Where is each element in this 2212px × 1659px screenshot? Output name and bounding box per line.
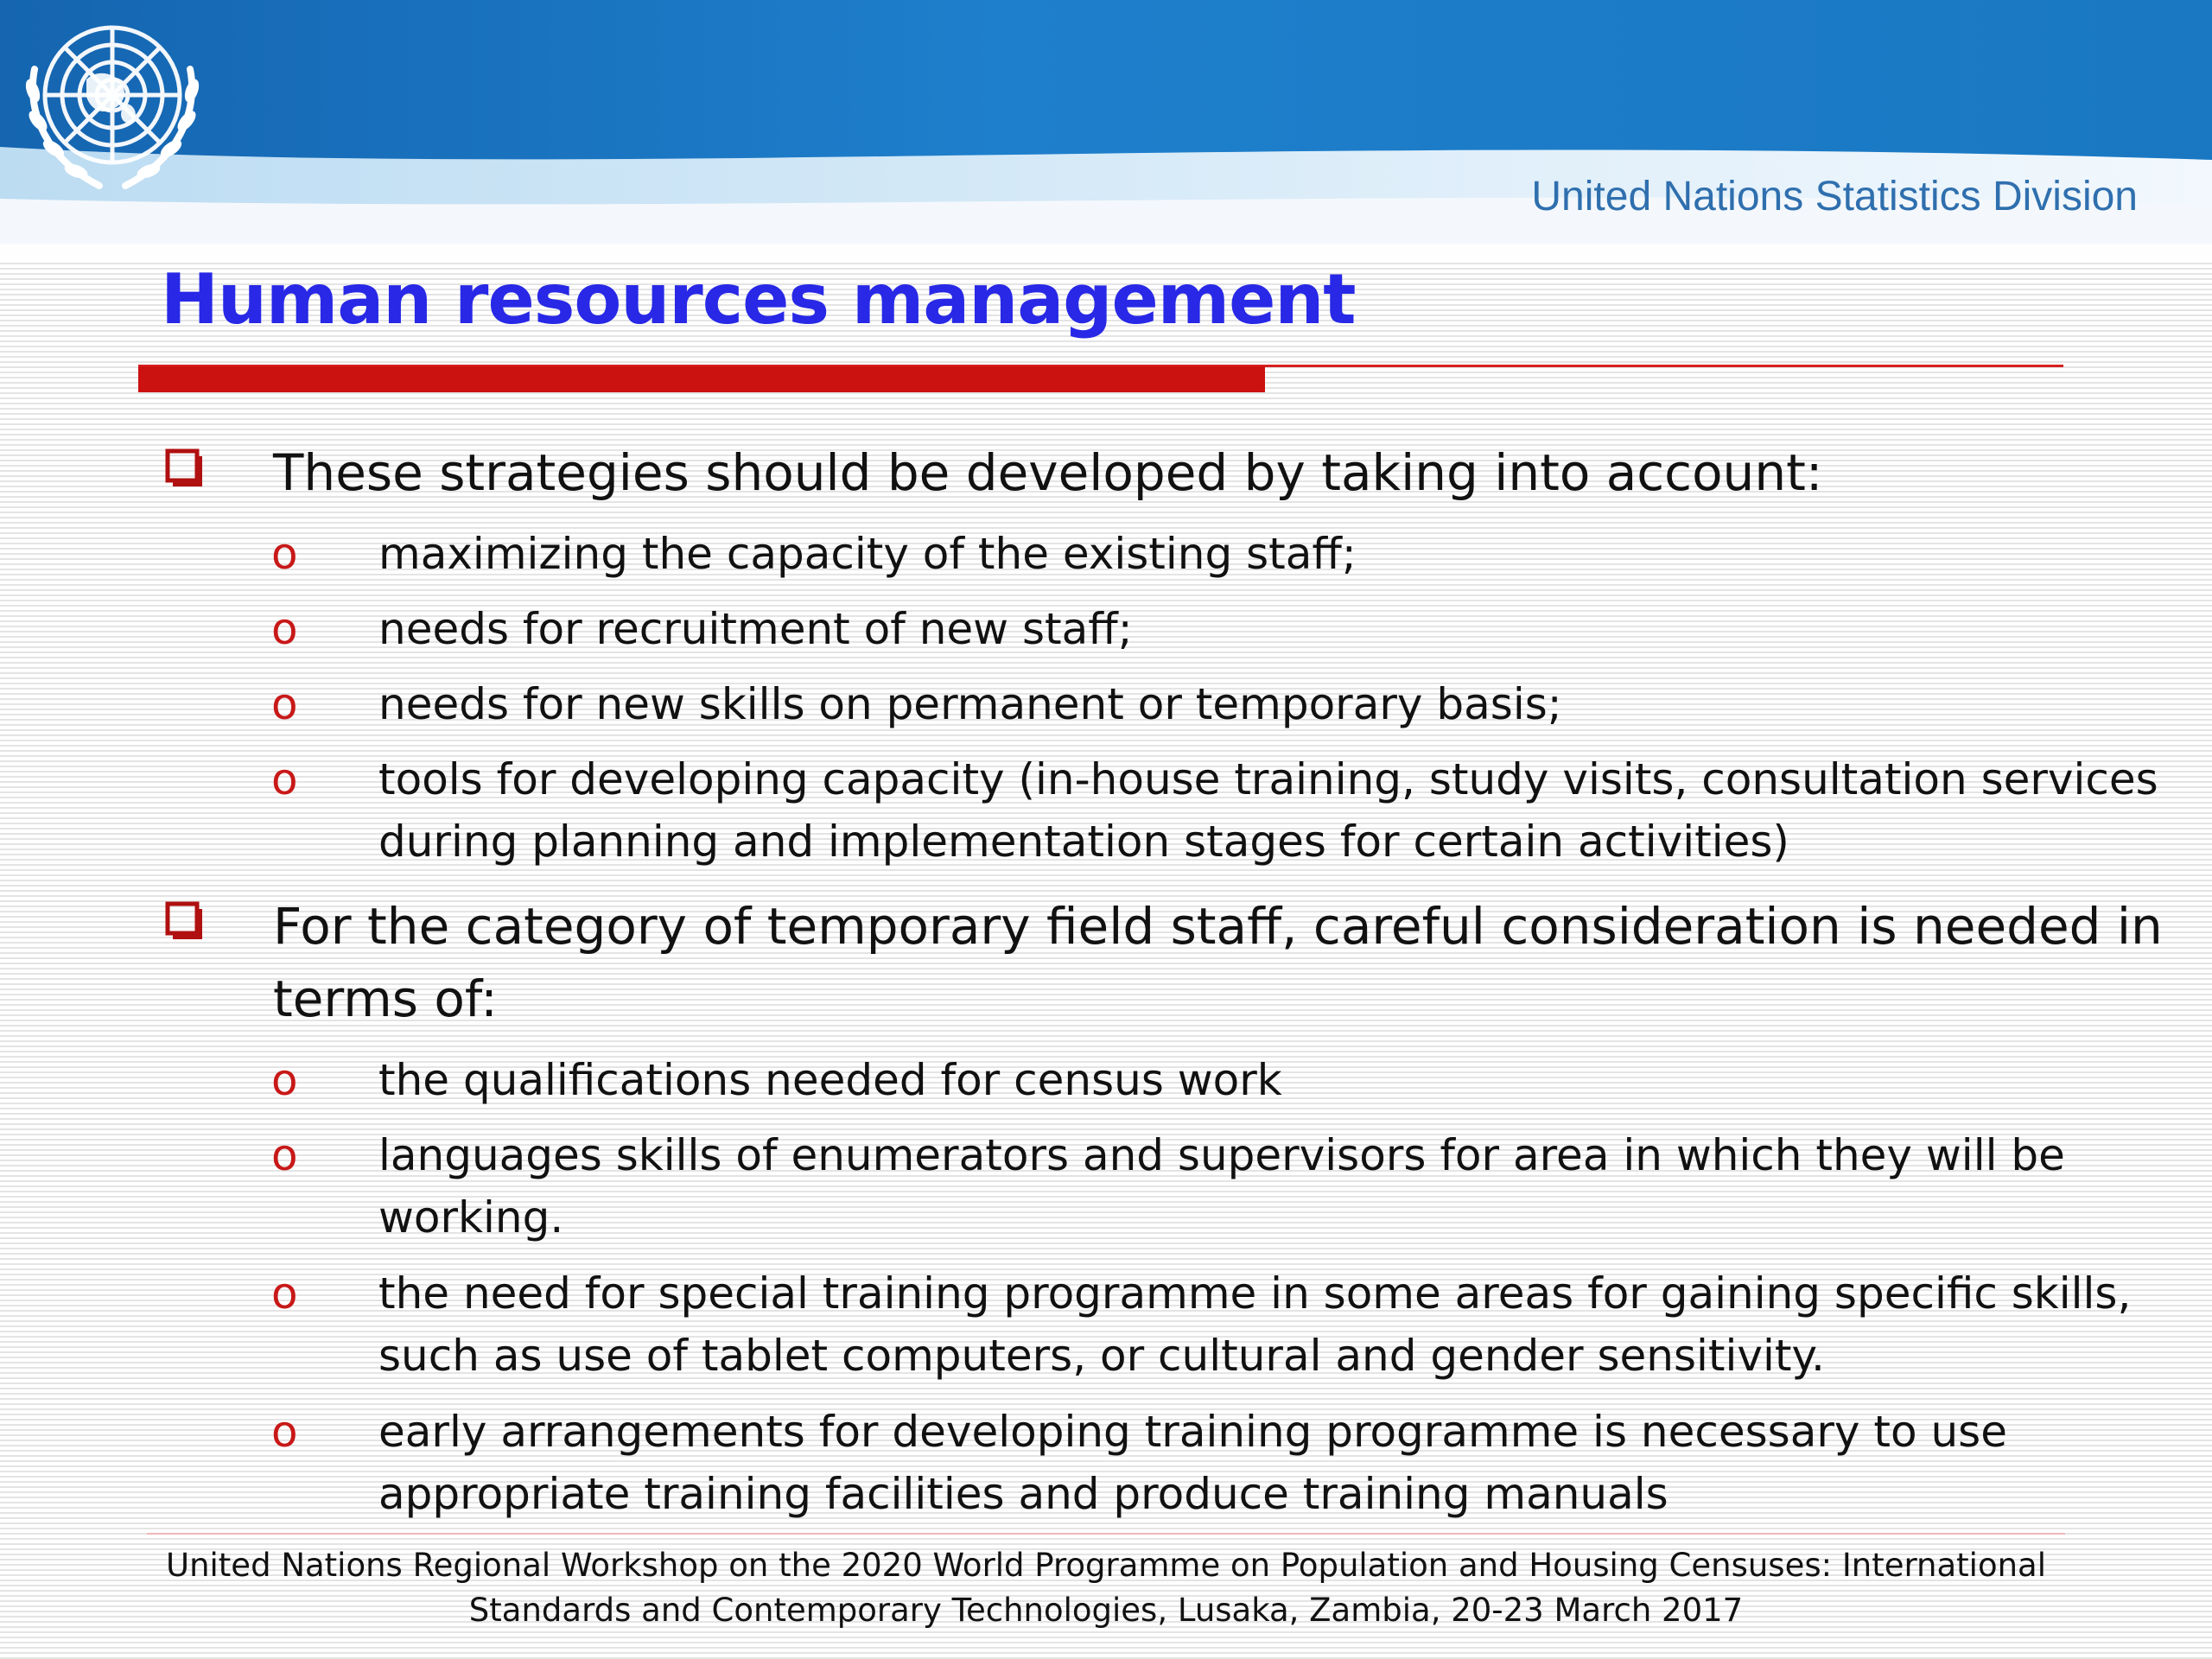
list-item: tools for developing capacity (in-house training, study visits, consultation services during planning and implementation stages for certain activities)	[378, 754, 2158, 867]
circle-bullet-icon: o	[271, 1055, 298, 1105]
list-item: maximizing the capacity of the existing staff;	[378, 529, 1357, 579]
list-item: needs for recruitment of new staff;	[378, 604, 1133, 654]
list-item: needs for new skills on permanent or temporary basis;	[378, 679, 1562, 729]
list-item: early arrangements for developing training programme is necessary to use appropriate training facilities and produce training manuals	[378, 1407, 2007, 1519]
slide-title: Human resources management	[161, 259, 1356, 340]
banner-background	[0, 0, 2212, 259]
section-2-heading: For the category of temporary field staff, careful consideration is needed in terms of:	[273, 897, 2163, 1028]
circle-bullet-icon: o	[271, 529, 298, 579]
title-underline-thick	[138, 366, 1265, 392]
circle-bullet-icon: o	[271, 679, 298, 729]
list-item: languages skills of enumerators and supervisors for area in which they will be working.	[378, 1130, 2065, 1243]
un-emblem-icon	[0, 0, 225, 200]
section-1-heading: These strategies should be developed by taking into account:	[273, 443, 1823, 502]
list-item: the qualifications needed for census work	[378, 1055, 1282, 1105]
footer-divider	[147, 1533, 2065, 1535]
organization-name: United Nations Statistics Division	[1531, 174, 2138, 219]
circle-bullet-icon: o	[271, 1407, 298, 1457]
checkbox-bullet-icon	[164, 448, 204, 487]
circle-bullet-icon: o	[271, 1268, 298, 1319]
circle-bullet-icon: o	[271, 1130, 298, 1180]
list-item: the need for special training programme in some areas for gaining specific skills, such as use of tablet computers, or cultural and gender sensitivity.	[378, 1268, 2132, 1381]
checkbox-bullet-icon	[164, 900, 204, 940]
circle-bullet-icon: o	[271, 754, 298, 804]
header-banner	[0, 0, 2212, 259]
footer-text: United Nations Regional Workshop on the 2020 World Programme on Population and Housing Censuses: International Standards and Contemporary Technologies, Lusaka, Zambia, 20-23 March 2017	[165, 1547, 2046, 1629]
circle-bullet-icon: o	[271, 604, 298, 654]
